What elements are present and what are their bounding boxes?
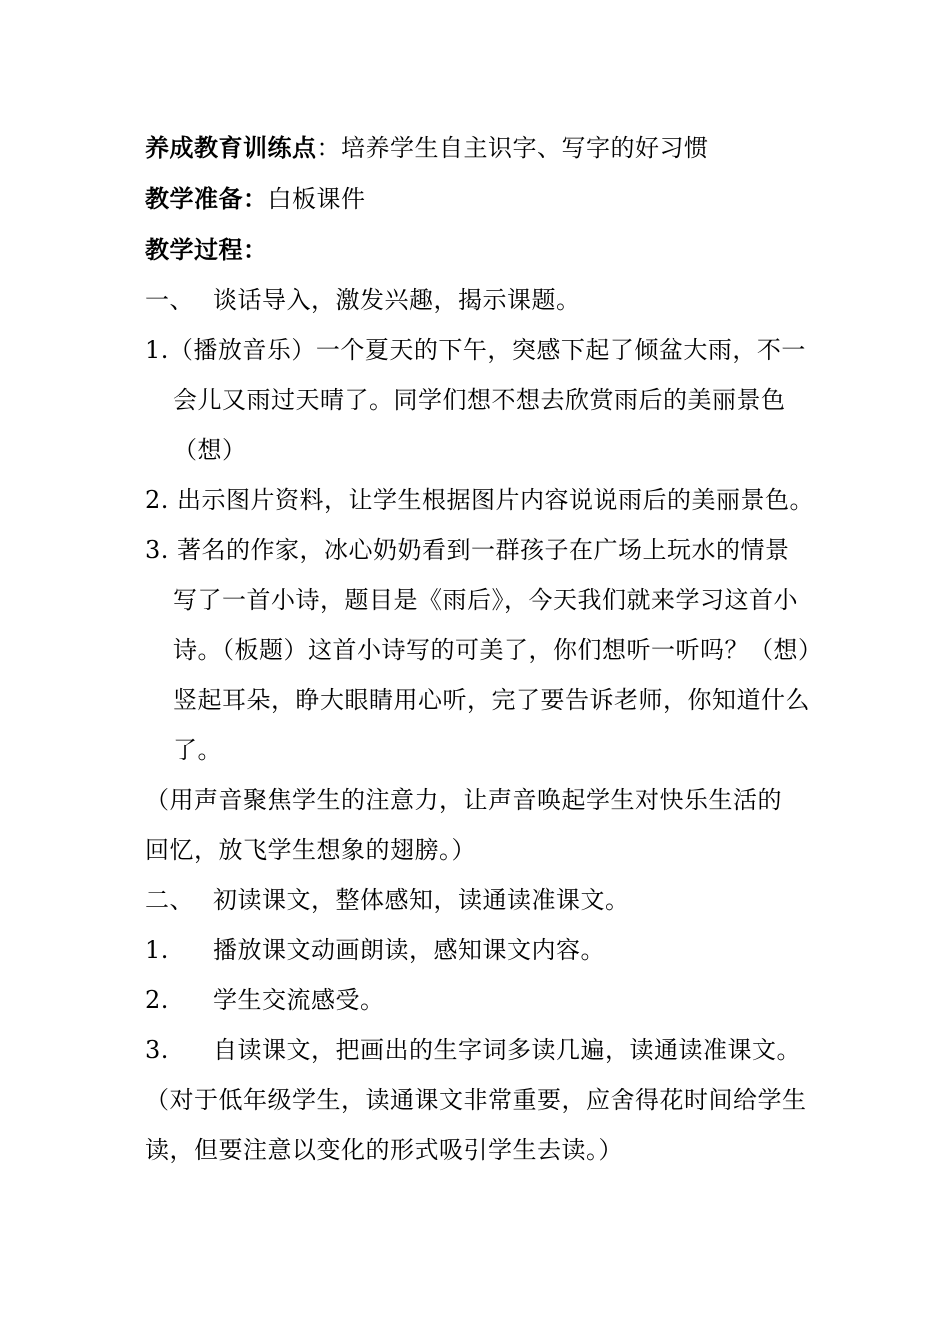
section-1-item-3-line-3: 诗。（板题）这首小诗写的可美了，你们想听一听吗？（想） [173, 636, 823, 664]
section-1-item-3-line-4: 竖起耳朵，睁大眼睛用心听，完了要告诉老师，你知道什么 [173, 686, 810, 714]
section-1-item-1-line-1: 1.（播放音乐）一个夏天的下午，突感下起了倾盆大雨，不一 [145, 336, 806, 364]
section-2-item-3 [145, 1034, 801, 1066]
section-2-item-1-number: 1. [145, 936, 169, 964]
section-2-item-2 [145, 984, 385, 1016]
training-point-label: 养成教育训练点 [145, 134, 317, 162]
section-2-number: 二、 [145, 886, 194, 914]
section-1-title: 谈话导入，激发兴趣，揭示课题。 [213, 286, 581, 314]
section-1-note-line-1: （用声音聚焦学生的注意力，让声音唤起学生对快乐生活的 [145, 786, 782, 814]
section-2-note-line-2: 读，但要注意以变化的形式吸引学生去读。） [145, 1136, 623, 1164]
teaching-prep-line [145, 183, 366, 215]
teaching-prep-separator: ： [243, 185, 268, 213]
section-2-item-2-number: 2. [145, 986, 169, 1014]
training-point-separator: ： [316, 134, 341, 162]
section-2-heading [145, 884, 630, 916]
section-2-item-2-text: 学生交流感受。 [213, 986, 385, 1014]
section-2-item-3-text: 自读课文，把画出的生字词多读几遍，读通读准课文。 [213, 1036, 801, 1064]
teaching-prep-value: 白板课件 [267, 185, 366, 213]
training-point-value: 培养学生自主识字、写字的好习惯 [341, 134, 709, 162]
section-1-item-3-line-5: 了。 [173, 736, 222, 764]
section-1-item-2: 2. 出示图片资料，让学生根据图片内容说说雨后的美丽景色。 [145, 486, 815, 514]
section-1-item-1-line-3: （想） [173, 436, 247, 464]
section-1-item-1-line-2: 会儿又雨过天晴了。同学们想不想去欣赏雨后的美丽景色 [173, 386, 786, 414]
section-2-item-1 [145, 934, 605, 966]
section-1-item-3-line-2: 写了一首小诗，题目是《雨后》，今天我们就来学习这首小 [173, 586, 798, 614]
section-1-heading [145, 284, 581, 316]
teaching-prep-label: 教学准备 [145, 185, 243, 213]
training-point-line [145, 132, 709, 164]
section-1-note-line-2: 回忆，放飞学生想象的翅膀。） [145, 836, 476, 864]
section-1-number: 一、 [145, 286, 194, 314]
section-2-item-1-text: 播放课文动画朗读，感知课文内容。 [213, 936, 605, 964]
section-2-item-3-number: 3. [145, 1036, 169, 1064]
teaching-process-heading: 教学过程： [145, 236, 268, 264]
section-1-item-3-line-1: 3. 著名的作家，冰心奶奶看到一群孩子在广场上玩水的情景 [145, 536, 790, 564]
section-2-note-line-1: （对于低年级学生，读通课文非常重要，应舍得花时间给学生 [145, 1086, 807, 1114]
section-2-title: 初读课文，整体感知，读通读准课文。 [213, 886, 630, 914]
